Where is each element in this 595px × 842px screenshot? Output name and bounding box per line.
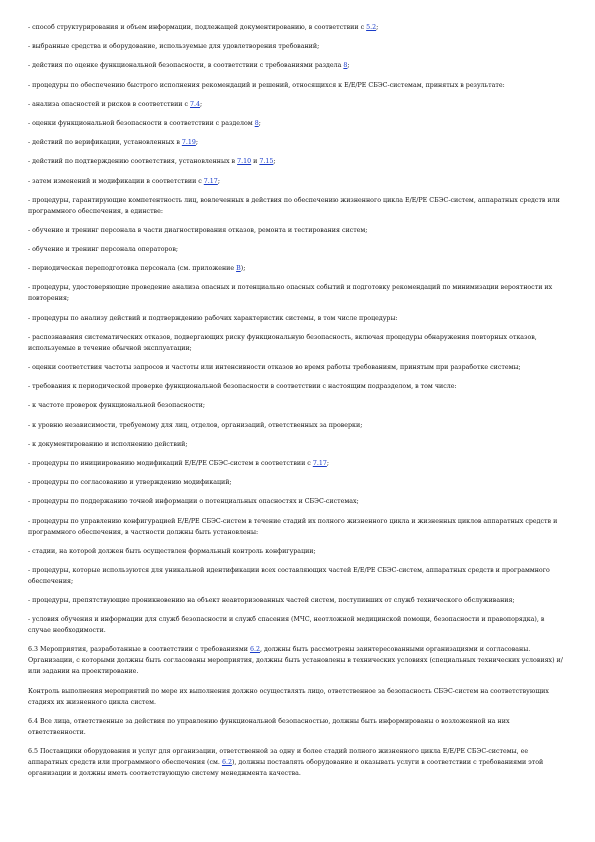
paragraph-text: - оценки функциональной безопасности в соответствии с разделом xyxy=(28,119,255,127)
paragraph xyxy=(28,313,568,324)
paragraph xyxy=(28,496,568,507)
paragraph-text: - действий по верификации, установленных в xyxy=(28,139,182,147)
document-body xyxy=(28,22,568,787)
paragraph xyxy=(28,137,568,148)
paragraph xyxy=(28,477,568,488)
paragraph-text: 6.3 Мероприятия, разработанные в соответствии с требованиями xyxy=(28,646,250,654)
paragraph-text: - процедуры по поддержанию точной информации о потенциальных опасностях и СБЭС-системах; xyxy=(28,498,359,506)
cross-reference-link[interactable]: 8 xyxy=(254,119,259,127)
paragraph-text: ; xyxy=(200,100,203,108)
paragraph-text: - действий по подтверждению соответствия, установленных в xyxy=(28,158,238,166)
paragraph-text: ), должны поставлять оборудование и оказывать услуги в соответствии с требованиями этой организации и должны иметь соответствующую систему менеджмента качества. xyxy=(28,759,544,777)
cross-reference-link[interactable]: 6.2 xyxy=(221,759,232,766)
cross-reference-link[interactable]: 5.2 xyxy=(366,24,377,31)
paragraph xyxy=(28,565,568,587)
cross-reference-link[interactable]: 8 xyxy=(343,62,348,70)
paragraph xyxy=(28,332,568,354)
paragraph xyxy=(28,282,568,304)
paragraph xyxy=(28,458,568,469)
paragraph xyxy=(28,60,568,71)
paragraph xyxy=(28,156,568,167)
paragraph-text: - действия по оценке функциональной безопасности, в соответствии с требованиями раздела xyxy=(28,62,344,70)
paragraph-text: и xyxy=(251,158,260,166)
paragraph-text: - к уровню независимости, требуемому для лиц, отделов, организаций, ответственных за проверки; xyxy=(28,421,363,429)
cross-reference-link[interactable]: 6.2 xyxy=(249,646,260,654)
paragraph xyxy=(28,195,568,217)
paragraph-text: - процедуры по согласованию и утверждению модификаций; xyxy=(28,479,232,487)
paragraph-text: - выбранные средства и оборудование, используемые для удовлетворения требований; xyxy=(28,43,320,51)
paragraph xyxy=(28,614,568,636)
paragraph-text: ; xyxy=(326,459,329,467)
paragraph xyxy=(28,263,568,274)
paragraph xyxy=(28,225,568,236)
paragraph-text: - процедуры по инициированию модификаций E/E/PE СБЭС-систем в соответствии с xyxy=(28,459,313,467)
cross-reference-link[interactable]: В xyxy=(236,265,241,273)
cross-reference-link[interactable]: 7.4 xyxy=(190,100,201,108)
paragraph-text: - требования к периодической проверке функциональной безопасности в соответствии с настоящим подразделом, в том числе: xyxy=(28,383,457,391)
paragraph xyxy=(28,746,568,779)
paragraph xyxy=(28,41,568,52)
cross-reference-link[interactable]: 7.19 xyxy=(181,139,196,147)
paragraph xyxy=(28,595,568,606)
paragraph-text: - процедуры, удостоверяющие проведение анализа опасных и потенциально опасных событий и подготовку рекомендаций по минимизации вероятности их повторения; xyxy=(28,284,553,303)
paragraph xyxy=(28,686,568,708)
paragraph-text: ; xyxy=(273,158,276,166)
paragraph-text: - анализа опасностей и рисков в соответствии с xyxy=(28,100,191,108)
paragraph xyxy=(28,176,568,187)
paragraph xyxy=(28,118,568,129)
cross-reference-link[interactable]: 7.10 xyxy=(237,158,252,166)
paragraph-text: - процедуры по обеспечению быстрого исполнения рекомендаций и решений, относящихся к E/E/PE СБЭС-системам, принятых в результате: xyxy=(28,81,505,89)
paragraph-text: ; xyxy=(347,62,350,70)
paragraph xyxy=(28,99,568,110)
paragraph-text: - к документированию и исполнению действий; xyxy=(28,440,188,448)
paragraph-text: ; xyxy=(376,24,379,31)
paragraph xyxy=(28,439,568,450)
paragraph-text: - к частоте проверок функциональной безопасности; xyxy=(28,402,205,410)
paragraph-text: - процедуры по управлению конфигурацией E/E/PE СБЭС-систем в течение стадий их полного жизненного цикла и жизненных циклов аппаратных средств и программного обеспечения, в частности должны быть установлены: xyxy=(28,517,558,536)
paragraph-text: 6.5 Поставщики оборудования и услуг для организации, ответственной за одну и более стадий полного жизненного цикла E/E/PE СБЭС-системы, ее аппаратных средств или программного обеспечения (см. xyxy=(28,748,529,766)
paragraph-text: ; xyxy=(217,177,220,185)
paragraph-text: - способ структурирования и объем информации, подлежащей документированию, в соответствии с xyxy=(28,24,367,31)
cross-reference-link[interactable]: 7.17 xyxy=(312,459,327,467)
paragraph-text: - стадии, на которой должен быть осуществлен формальный контроль конфигурации; xyxy=(28,547,316,555)
paragraph-text: - процедуры, которые используются для уникальной идентификации всех составляющих частей E/E/PE СБЭС-систем, аппаратных средств и программного обеспечения; xyxy=(28,566,550,585)
paragraph-text: - процедуры, препятствующие проникновению на объект неавторизованных частей систем, поступивших от служб технического обслуживания; xyxy=(28,597,515,605)
cross-reference-link[interactable]: 7.15 xyxy=(259,158,274,166)
paragraph-text: - периодическая переподготовка персонала (см. приложение xyxy=(28,265,237,273)
paragraph xyxy=(28,400,568,411)
paragraph xyxy=(28,516,568,538)
paragraph-text: - оценки соответствия частоты запросов и частоты или интенсивности отказов во время работы требованиям, принятым при разработке системы; xyxy=(28,364,521,371)
paragraph-text: - условия обучения и информации для служб безопасности и служб спасения (МЧС, неотложной медицинской помощи, безопасности и правопорядка), в случае необходимости. xyxy=(28,616,545,635)
paragraph-text: , должны быть рассмотрены заинтересованными организациями и согласованы. Организации, с которыми должны быть согласованы мероприятия, должны быть установлены в технических условиях (специальных технических условиях) и/или задании на проектирование. xyxy=(28,646,563,676)
paragraph xyxy=(28,716,568,738)
paragraph-text: - обучение и тренинг персонала в части диагностирования отказов, ремонта и тестирования систем; xyxy=(28,226,368,234)
paragraph xyxy=(28,22,568,33)
paragraph-text: - распознавания систематических отказов, подвергающих риску функциональную безопасность, включая процедуры обнаружения повторных отказов, используемые в течение обычной эксплуатации; xyxy=(28,333,537,352)
paragraph-text: - процедуры, гарантирующие компетентность лиц, вовлеченных в действия по обеспечению жизненного цикла E/E/PE СБЭС-систем, аппаратных средств или программного обеспечения, в единстве: xyxy=(28,196,560,215)
paragraph-text: 6.4 Все лица, ответственные за действия по управлению функциональной безопасностью, должны быть информированы о возложенной на них ответственности. xyxy=(28,717,510,736)
paragraph xyxy=(28,644,568,677)
paragraph-text: ; xyxy=(258,119,261,127)
cross-reference-link[interactable]: 7.17 xyxy=(203,177,218,185)
paragraph-text: - затем изменений и модификации в соответствии с xyxy=(28,177,204,185)
paragraph-text: - процедуры по анализу действий и подтверждению рабочих характеристик системы, в том числе процедуры: xyxy=(28,314,398,322)
paragraph xyxy=(28,362,568,373)
paragraph-text: ; xyxy=(195,139,199,147)
paragraph-text: - обучение и тренинг персонала операторов; xyxy=(28,246,178,254)
paragraph xyxy=(28,381,568,392)
paragraph xyxy=(28,420,568,431)
paragraph-text: Контроль выполнения мероприятий по мере их выполнения должно осуществлять лицо, ответственное за безопасность СБЭС-систем на соответствующих стадиях их жизненного цикла систем. xyxy=(28,687,549,706)
paragraph xyxy=(28,244,568,255)
paragraph-text: ); xyxy=(240,265,246,273)
paragraph xyxy=(28,546,568,557)
paragraph xyxy=(28,80,568,91)
